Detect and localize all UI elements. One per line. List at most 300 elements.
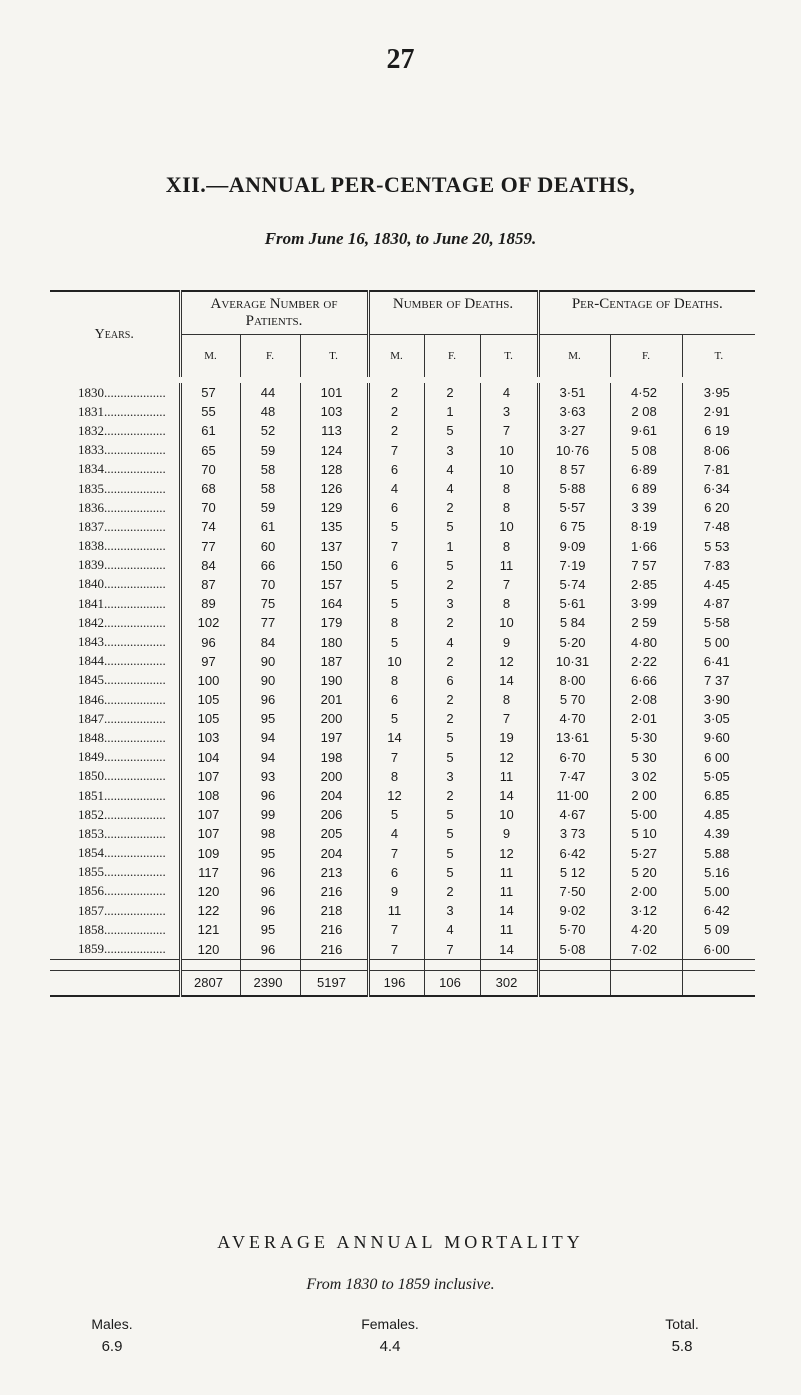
- value-cell: 4·20: [610, 920, 682, 939]
- table-row: [50, 632, 755, 651]
- value-cell: 2: [424, 786, 480, 805]
- year-cell: 1836...................: [78, 499, 166, 515]
- table-row: [50, 556, 755, 575]
- value-cell: 7: [480, 709, 538, 728]
- value-cell: 4: [424, 479, 480, 498]
- col-header-t: T.: [480, 335, 538, 378]
- value-cell: 2: [424, 613, 480, 632]
- year-cell: 1830...................: [78, 384, 166, 400]
- value-cell: 97: [180, 652, 240, 671]
- value-cell: 5: [424, 556, 480, 575]
- value-cell: 96: [240, 882, 300, 901]
- year-cell: 1848...................: [78, 729, 166, 745]
- value-cell: 113: [300, 421, 368, 440]
- value-cell: 5: [424, 728, 480, 747]
- value-cell: 4: [424, 920, 480, 939]
- value-cell: 104: [180, 748, 240, 767]
- value-cell: 213: [300, 863, 368, 882]
- value-cell: 14: [480, 671, 538, 690]
- value-cell: 96: [240, 786, 300, 805]
- year-cell: 1838...................: [78, 538, 166, 554]
- value-cell: 121: [180, 920, 240, 939]
- value-cell: 11: [480, 920, 538, 939]
- value-cell: 5 84: [538, 613, 610, 632]
- value-cell: 94: [240, 748, 300, 767]
- value-cell: 59: [240, 498, 300, 517]
- value-cell: 164: [300, 594, 368, 613]
- year-cell: 1853...................: [78, 825, 166, 841]
- value-cell: 5·30: [610, 728, 682, 747]
- year-cell: 1854...................: [78, 845, 166, 861]
- value-cell: 9: [480, 824, 538, 843]
- value-cell: 7·83: [682, 556, 755, 575]
- value-cell: 216: [300, 920, 368, 939]
- value-cell: 3·27: [538, 421, 610, 440]
- value-cell: 6: [368, 863, 424, 882]
- value-cell: 5: [368, 709, 424, 728]
- value-cell: 126: [300, 479, 368, 498]
- value-cell: 216: [300, 882, 368, 901]
- value-cell: 107: [180, 805, 240, 824]
- year-cell: 1839...................: [78, 557, 166, 573]
- value-cell: 103: [180, 728, 240, 747]
- value-cell: 8: [480, 498, 538, 517]
- value-cell: 200: [300, 767, 368, 786]
- value-cell: 2·22: [610, 652, 682, 671]
- value-cell: 6·89: [610, 460, 682, 479]
- value-cell: 7·48: [682, 517, 755, 536]
- value-cell: 11: [480, 882, 538, 901]
- value-cell: 3·12: [610, 901, 682, 920]
- value-cell: 68: [180, 479, 240, 498]
- table-row: [50, 479, 755, 498]
- value-cell: 9: [368, 882, 424, 901]
- value-cell: 5·61: [538, 594, 610, 613]
- value-cell: 7·19: [538, 556, 610, 575]
- value-cell: 2: [424, 652, 480, 671]
- value-cell: 98: [240, 824, 300, 843]
- value-cell: 74: [180, 517, 240, 536]
- value-cell: 95: [240, 844, 300, 863]
- value-cell: 19: [480, 728, 538, 747]
- table-row: [50, 441, 755, 460]
- value-cell: 7: [424, 939, 480, 959]
- value-cell: 100: [180, 671, 240, 690]
- value-cell: 6·42: [682, 901, 755, 920]
- value-cell: 11: [480, 863, 538, 882]
- value-cell: 2: [424, 575, 480, 594]
- value-cell: 61: [240, 517, 300, 536]
- value-cell: 5: [368, 632, 424, 651]
- value-cell: 6 19: [682, 421, 755, 440]
- value-cell: 6 75: [538, 517, 610, 536]
- mortality-label: Males.: [91, 1316, 133, 1332]
- value-cell: 8: [480, 479, 538, 498]
- value-cell: 6·34: [682, 479, 755, 498]
- value-cell: 7: [480, 575, 538, 594]
- value-cell: 5: [424, 844, 480, 863]
- table-row: [50, 671, 755, 690]
- table-subtitle: From June 16, 1830, to June 20, 1859.: [264, 229, 537, 248]
- value-cell: 5.88: [682, 844, 755, 863]
- value-cell: 77: [240, 613, 300, 632]
- table-row: [50, 537, 755, 556]
- value-cell: 4·70: [538, 709, 610, 728]
- value-cell: 5 12: [538, 863, 610, 882]
- year-cell: 1851...................: [78, 787, 166, 803]
- table-row: [50, 882, 755, 901]
- value-cell: 7: [368, 939, 424, 959]
- value-cell: 12: [368, 786, 424, 805]
- value-cell: 137: [300, 537, 368, 556]
- table-row: [50, 383, 755, 402]
- value-cell: 5·27: [610, 844, 682, 863]
- table-row: [50, 517, 755, 536]
- value-cell: 4.85: [682, 805, 755, 824]
- value-cell: 180: [300, 632, 368, 651]
- value-cell: 4.39: [682, 824, 755, 843]
- table-row: [50, 728, 755, 747]
- value-cell: 216: [300, 939, 368, 959]
- value-cell: 7: [368, 844, 424, 863]
- year-cell: 1841...................: [78, 595, 166, 611]
- value-cell: 96: [240, 690, 300, 709]
- value-cell: 7: [368, 537, 424, 556]
- value-cell: 7 37: [682, 671, 755, 690]
- value-cell: 14: [368, 728, 424, 747]
- value-cell: 3·51: [538, 383, 610, 402]
- value-cell: 55: [180, 402, 240, 421]
- value-cell: 7·02: [610, 939, 682, 959]
- year-cell: 1859...................: [78, 941, 166, 957]
- value-cell: 8: [480, 594, 538, 613]
- value-cell: 6·42: [538, 844, 610, 863]
- value-cell: 2: [368, 402, 424, 421]
- value-cell: 157: [300, 575, 368, 594]
- value-cell: 10: [480, 613, 538, 632]
- year-cell: 1832...................: [78, 422, 166, 438]
- mortality-title: AVERAGE ANNUAL MORTALITY: [217, 1232, 584, 1252]
- table-row: [50, 421, 755, 440]
- value-cell: 5.16: [682, 863, 755, 882]
- total-cell: 302: [480, 970, 538, 996]
- value-cell: 84: [180, 556, 240, 575]
- value-cell: 10: [480, 805, 538, 824]
- table-row: [50, 844, 755, 863]
- value-cell: 7: [368, 920, 424, 939]
- value-cell: 66: [240, 556, 300, 575]
- value-cell: 5·20: [538, 632, 610, 651]
- value-cell: 6·70: [538, 748, 610, 767]
- value-cell: 120: [180, 939, 240, 959]
- value-cell: 2: [424, 882, 480, 901]
- value-cell: 2: [424, 709, 480, 728]
- table-row: [50, 863, 755, 882]
- value-cell: 10: [480, 441, 538, 460]
- value-cell: 11: [368, 901, 424, 920]
- value-cell: 190: [300, 671, 368, 690]
- value-cell: 107: [180, 767, 240, 786]
- value-cell: 1: [424, 537, 480, 556]
- table-row: [50, 402, 755, 421]
- value-cell: 2·91: [682, 402, 755, 421]
- value-cell: 3·05: [682, 709, 755, 728]
- value-cell: 4: [368, 479, 424, 498]
- value-cell: 9·61: [610, 421, 682, 440]
- value-cell: 3 02: [610, 767, 682, 786]
- value-cell: 5: [424, 824, 480, 843]
- value-cell: 206: [300, 805, 368, 824]
- total-cell: 5197: [300, 970, 368, 996]
- value-cell: 9: [480, 632, 538, 651]
- value-cell: 1: [424, 402, 480, 421]
- value-cell: 117: [180, 863, 240, 882]
- table-row: [50, 690, 755, 709]
- year-cell: 1845...................: [78, 672, 166, 688]
- value-cell: 6 20: [682, 498, 755, 517]
- year-cell: 1840...................: [78, 576, 166, 592]
- value-cell: 6 89: [610, 479, 682, 498]
- value-cell: 6·00: [682, 939, 755, 959]
- value-cell: 1·66: [610, 537, 682, 556]
- value-cell: 6·66: [610, 671, 682, 690]
- mortality-females: [330, 1316, 450, 1355]
- mortality-total: [622, 1316, 742, 1355]
- value-cell: 3·95: [682, 383, 755, 402]
- value-cell: 2·01: [610, 709, 682, 728]
- value-cell: 187: [300, 652, 368, 671]
- value-cell: 3: [424, 901, 480, 920]
- value-cell: 5: [368, 594, 424, 613]
- value-cell: 8·00: [538, 671, 610, 690]
- value-cell: 120: [180, 882, 240, 901]
- value-cell: 96: [240, 939, 300, 959]
- value-cell: 10: [368, 652, 424, 671]
- value-cell: 14: [480, 786, 538, 805]
- value-cell: 102: [180, 613, 240, 632]
- value-cell: 4: [424, 460, 480, 479]
- value-cell: 129: [300, 498, 368, 517]
- year-cell: 1852...................: [78, 806, 166, 822]
- mortality-label: Total.: [665, 1316, 699, 1332]
- value-cell: 77: [180, 537, 240, 556]
- value-cell: 14: [480, 901, 538, 920]
- value-cell: 95: [240, 920, 300, 939]
- value-cell: 94: [240, 728, 300, 747]
- value-cell: 5 10: [610, 824, 682, 843]
- value-cell: 4: [368, 824, 424, 843]
- value-cell: 44: [240, 383, 300, 402]
- value-cell: 3: [480, 402, 538, 421]
- year-cell: 1857...................: [78, 902, 166, 918]
- col-header-t: T.: [682, 335, 755, 378]
- value-cell: 10: [480, 460, 538, 479]
- value-cell: 6·41: [682, 652, 755, 671]
- year-cell: 1843...................: [78, 634, 166, 650]
- col-header-m: M.: [180, 335, 240, 378]
- table-row: [50, 575, 755, 594]
- year-cell: 1850...................: [78, 768, 166, 784]
- year-cell: 1835...................: [78, 480, 166, 496]
- year-cell: 1846...................: [78, 691, 166, 707]
- percentage-group-header: Per-Centage of Deaths.: [538, 291, 755, 335]
- value-cell: 5: [424, 863, 480, 882]
- value-cell: 200: [300, 709, 368, 728]
- value-cell: 5·74: [538, 575, 610, 594]
- table-title: XII.—ANNUAL PER-CENTAGE OF DEATHS,: [165, 172, 636, 197]
- value-cell: 5·70: [538, 920, 610, 939]
- total-cell: 2390: [240, 970, 300, 996]
- table-row: [50, 709, 755, 728]
- value-cell: 58: [240, 479, 300, 498]
- value-cell: 124: [300, 441, 368, 460]
- col-header-t: T.: [300, 335, 368, 378]
- mortality-males: [52, 1316, 172, 1355]
- value-cell: 8: [368, 671, 424, 690]
- value-cell: 58: [240, 460, 300, 479]
- total-cell: [610, 970, 682, 996]
- value-cell: 9·02: [538, 901, 610, 920]
- value-cell: 6.85: [682, 786, 755, 805]
- value-cell: 218: [300, 901, 368, 920]
- table-row: [50, 939, 755, 959]
- value-cell: 6: [368, 460, 424, 479]
- value-cell: 5 30: [610, 748, 682, 767]
- value-cell: 205: [300, 824, 368, 843]
- value-cell: 5 09: [682, 920, 755, 939]
- value-cell: 5 53: [682, 537, 755, 556]
- year-cell: 1849...................: [78, 749, 166, 765]
- mortality-value: 6.9: [101, 1338, 123, 1355]
- value-cell: 5·00: [610, 805, 682, 824]
- value-cell: 57: [180, 383, 240, 402]
- value-cell: 4: [480, 383, 538, 402]
- value-cell: 2: [368, 421, 424, 440]
- value-cell: 103: [300, 402, 368, 421]
- value-cell: 201: [300, 690, 368, 709]
- value-cell: 9·09: [538, 537, 610, 556]
- value-cell: 2: [424, 690, 480, 709]
- value-cell: 4·52: [610, 383, 682, 402]
- value-cell: 122: [180, 901, 240, 920]
- value-cell: 60: [240, 537, 300, 556]
- table-row: [50, 786, 755, 805]
- value-cell: 6: [368, 556, 424, 575]
- value-cell: 12: [480, 844, 538, 863]
- value-cell: 5·05: [682, 767, 755, 786]
- value-cell: 10·76: [538, 441, 610, 460]
- table-row: [50, 613, 755, 632]
- value-cell: 5.00: [682, 882, 755, 901]
- table-row: [50, 824, 755, 843]
- value-cell: 3·63: [538, 402, 610, 421]
- table-row: [50, 920, 755, 939]
- value-cell: 5·08: [538, 939, 610, 959]
- value-cell: 96: [240, 863, 300, 882]
- value-cell: 52: [240, 421, 300, 440]
- value-cell: 5: [424, 805, 480, 824]
- col-header-m: M.: [368, 335, 424, 378]
- col-header-f: F.: [610, 335, 682, 378]
- value-cell: 105: [180, 690, 240, 709]
- value-cell: 7·47: [538, 767, 610, 786]
- value-cell: 105: [180, 709, 240, 728]
- value-cell: 70: [240, 575, 300, 594]
- deaths-group-header: Number of Deaths.: [368, 291, 538, 335]
- value-cell: 198: [300, 748, 368, 767]
- table-row: [50, 460, 755, 479]
- value-cell: 5 70: [538, 690, 610, 709]
- deaths-table-container: [50, 290, 755, 997]
- col-header-f: F.: [424, 335, 480, 378]
- table-row: [50, 767, 755, 786]
- value-cell: 8: [480, 690, 538, 709]
- total-cell: [538, 970, 610, 996]
- value-cell: 8: [368, 767, 424, 786]
- value-cell: 3 39: [610, 498, 682, 517]
- value-cell: 2: [424, 383, 480, 402]
- value-cell: 101: [300, 383, 368, 402]
- value-cell: 109: [180, 844, 240, 863]
- value-cell: 5·58: [682, 613, 755, 632]
- value-cell: 5 08: [610, 441, 682, 460]
- value-cell: 93: [240, 767, 300, 786]
- value-cell: 13·61: [538, 728, 610, 747]
- value-cell: 3: [424, 594, 480, 613]
- value-cell: 96: [240, 901, 300, 920]
- patients-group-header: Average Number of Patients.: [180, 291, 368, 335]
- year-cell: 1844...................: [78, 653, 166, 669]
- value-cell: 87: [180, 575, 240, 594]
- value-cell: 2·08: [610, 690, 682, 709]
- table-row: [50, 652, 755, 671]
- value-cell: 2·85: [610, 575, 682, 594]
- value-cell: 3·90: [682, 690, 755, 709]
- year-cell: 1856...................: [78, 883, 166, 899]
- value-cell: 12: [480, 748, 538, 767]
- value-cell: 6: [368, 498, 424, 517]
- value-cell: 5·88: [538, 479, 610, 498]
- value-cell: 4·67: [538, 805, 610, 824]
- table-row: [50, 748, 755, 767]
- value-cell: 7: [368, 748, 424, 767]
- value-cell: 4·45: [682, 575, 755, 594]
- value-cell: 10: [480, 517, 538, 536]
- value-cell: 5·57: [538, 498, 610, 517]
- value-cell: 6: [424, 671, 480, 690]
- value-cell: 7: [368, 441, 424, 460]
- value-cell: 2 00: [610, 786, 682, 805]
- value-cell: 59: [240, 441, 300, 460]
- value-cell: 2 59: [610, 613, 682, 632]
- total-cell: 106: [424, 970, 480, 996]
- value-cell: 197: [300, 728, 368, 747]
- year-cell: 1842...................: [78, 614, 166, 630]
- value-cell: 6: [368, 690, 424, 709]
- value-cell: 12: [480, 652, 538, 671]
- value-cell: 6 00: [682, 748, 755, 767]
- year-cell: 1833...................: [78, 442, 166, 458]
- table-row: [50, 594, 755, 613]
- value-cell: 135: [300, 517, 368, 536]
- value-cell: 11·00: [538, 786, 610, 805]
- value-cell: 150: [300, 556, 368, 575]
- value-cell: 5: [368, 575, 424, 594]
- year-cell: 1855...................: [78, 864, 166, 880]
- value-cell: 2 08: [610, 402, 682, 421]
- value-cell: 5: [368, 517, 424, 536]
- value-cell: 7·50: [538, 882, 610, 901]
